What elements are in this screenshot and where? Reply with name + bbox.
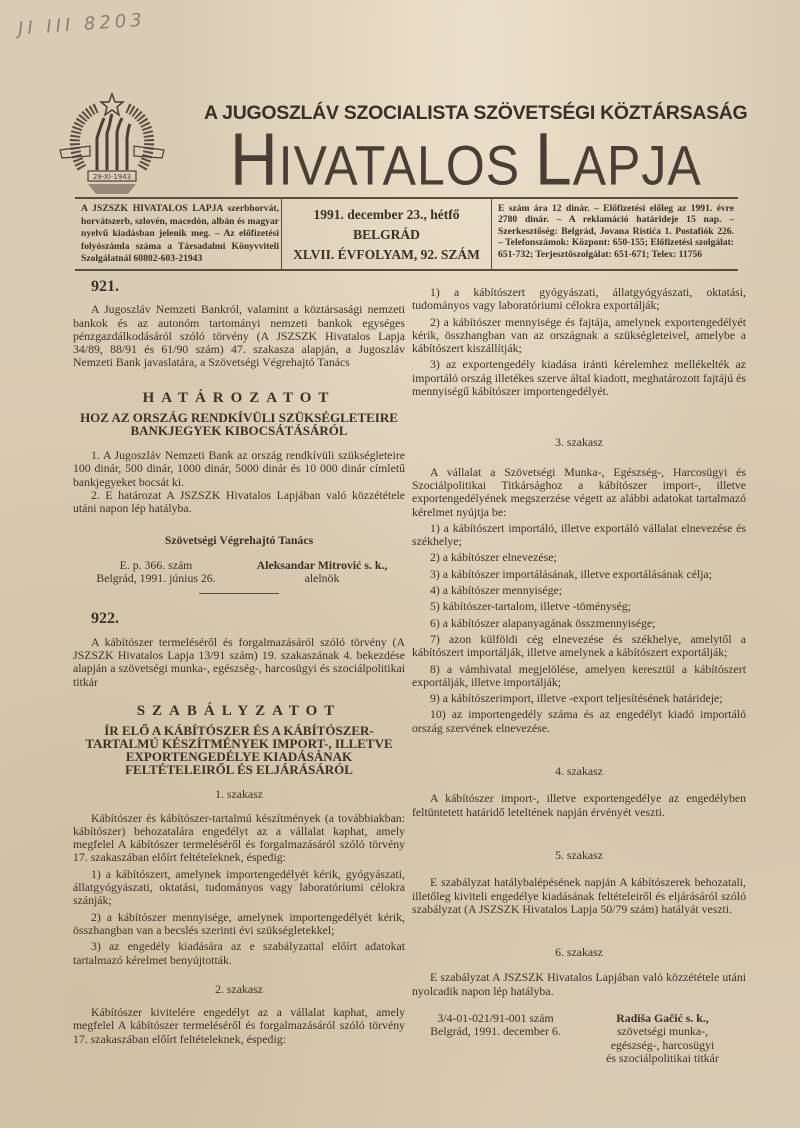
- section-3-item: 1) a kábítószert importáló, illetve exportáló vállalat elnevezése és székhelye;: [412, 520, 746, 549]
- section-3-item: 6) a kábítószer alapanyagának összmennyisége;: [430, 615, 656, 630]
- act-921-point-2: 2. E határozat A JSZSZK Hivatalos Lapjában való közzététele utáni napon lép hatályba.: [73, 487, 405, 516]
- section-6-text: E szabályzat A JSZSZK Hivatalos Lapjában való közzététele utáni nyolcadik napon lép hatályba.: [412, 970, 746, 998]
- issue-date: 1991. december 23., hétfő: [313, 207, 460, 222]
- masthead: [52, 88, 748, 200]
- left-column: [73, 280, 405, 1046]
- act-922-type: SZABÁLYZATOT: [136, 702, 342, 719]
- section-3-item: 8) a vámhivatal megjelölése, amelyen keresztül a kábítószert exportálják, illetve importálják;: [412, 661, 746, 689]
- issue-city: BELGRÁD: [353, 227, 420, 242]
- right-column: [412, 280, 746, 1065]
- section-6-title: 6. szakasz: [555, 945, 603, 960]
- act-921-signer-body: Szövetségi Végrehajtó Tanács: [164, 532, 314, 547]
- divider: [199, 593, 279, 594]
- section-5-title: 5. szakasz: [555, 847, 603, 862]
- section-4-text: A kábítószer import-, illetve exportengedélye az engedélyben feltüntetett határidő leteltének napján érvényét veszti.: [412, 791, 746, 819]
- section-3-title: 3. szakasz: [555, 435, 603, 450]
- section-3-item: 4) a kábítószer mennyisége;: [430, 583, 563, 598]
- section-2-title: 2. szakasz: [215, 981, 263, 996]
- section-1-item: 3) az engedély kiadására az e szabályzattal előírt adatokat tartalmazó kérelmet benyújtották.: [73, 939, 405, 967]
- act-922-signer-title-1: szövetségi munka-,: [616, 1024, 709, 1039]
- section-1-item: 1) a kábítószert, amelynek importengedélyét kérik, gyógyászati, állatgyógyászati, oktatási, tudományos vagy laboratóriumi célokra szánják;: [73, 866, 405, 908]
- act-922-heading: ÍR ELŐ A KÁBÍTÓSZER ÉS A KÁBÍTÓSZER-TARTALMÚ KÉSZÍTMÉNYEK IMPORT-, ILLETVE EXPORTENGEDÉLYE KIADÁSÁNAK FELTÉTELEIRŐL ÉS ELJÁRÁSÁRÓL: [85, 723, 393, 778]
- act-921-signature-block: [73, 559, 405, 586]
- act-921-heading: HOZ AZ ORSZÁG RENDKÍVÜLI SZÜKSÉGLETEIRE BANKJEGYEK KIBOCSÁTÁSÁRÓL: [80, 410, 398, 439]
- section-1-title: 1. szakasz: [215, 787, 263, 802]
- act-921-point-1: 1. A Jugoszláv Nemzeti Bank az ország rendkívüli szükségleteire 100 dinár, 500 dinár, 1000 dinár, 5000 dinár és 10 000 dinár címletű bankjegyeket bocsát ki.: [73, 448, 405, 489]
- act-921-type: HATÁROZATOT: [142, 389, 336, 406]
- issue-details: [282, 199, 492, 269]
- act-922-signer-title-2: egészség-, harcosügyi: [610, 1037, 715, 1052]
- act-921-preamble: A Jugoszláv Nemzeti Bankról, valamint a köztársasági nemzeti bankok és az autonóm tartományi nemzeti bankok egységes pénzgazdálkodásáról szóló törvény (A JSZSZK Hivatalos Lapja 34/89, 88/91 és 61/90 szám) 47. szakasza alapján, a Jugoszláv Nemzeti Bank javaslatára, a Szövetségi Végrehajtó Tanács: [73, 302, 405, 370]
- act-922-ref-date: Belgrád, 1991. december 6.: [430, 1024, 561, 1039]
- section-1-text: Kábítószer és kábítószer-tartalmú készítmények (a továbbiakban: kábítószer) behozatalára engedélyt az a vállalat kaphat, amely megfelel A kábítószer termeléséről és forgalmazásáról szóló törvény 17. szakaszában előírt feltételeknek, éspedig:: [73, 810, 405, 865]
- section-2-text: Kábítószer kivitelére engedélyt az a vállalat kaphat, amely megfelel A kábítószer termeléséről és forgalmazásáról szóló törvény 17. szakaszában előírt feltételeknek, éspedig:: [73, 1005, 405, 1046]
- publication-info: A JSZSZK HIVATALOS LAPJA szerbhorvát, horvátszerb, szlovén, macedón, albán és magyar nyelvű kiadásban jelenik meg. – Az előfizetési folyószámla száma a Társadalmi Könyvviteli Szolgálatnál 60802-603-21943: [75, 199, 282, 269]
- act-921-signer-title: alelnök: [304, 571, 340, 586]
- section-3-item: 10) az importengedély száma és az engedélyt kiadó importáló ország szervének elnevezése.: [412, 707, 746, 735]
- act-number-921: 921.: [91, 278, 119, 295]
- section-2-item: 3) az exportengedély kiadása iránti kérelemhez mellékelték az importáló ország illetékes szerve által kiadott, meghatározott fajtájú és mennyiségű kábítószer importengedélyét.: [412, 357, 746, 399]
- act-922-preamble: A kábítószer termeléséről és forgalmazásáról szóló törvény (A JSZSZK Hivatalos Lapja 13/91 szám) 19. szakaszának 4. bekezdése alapján a szövetségi munka-, egészség-, harcosügyi és szociálpolitikai titkár: [73, 634, 405, 689]
- section-3-item: 5) kábítószer-tartalom, illetve -töménység;: [430, 599, 631, 614]
- section-2-item: 2) a kábítószer mennyisége és fajtája, amelynek exportengedélyét kérik, összhangban van az országnak a szükségleteivel, amelybe a kábítószert kiszállítják;: [412, 314, 746, 356]
- act-922-ref-no: 3/4-01-021/91-001 szám: [437, 1010, 554, 1025]
- act-921-ref-no: E. p. 366. szám: [119, 557, 193, 572]
- section-2-item: 1) a kábítószert gyógyászati, állatgyógyászati, oktatási, tudományos vagy laboratóriumi célokra exportálják;: [412, 285, 746, 313]
- yugoslav-coat-of-arms-icon: [52, 88, 172, 200]
- republic-name: A JUGOSZLÁV SZOCIALISTA SZÖVETSÉGI KÖZTÁRSASÁG: [204, 102, 748, 124]
- section-5-text: E szabályzat hatálybalépésének napján A kábítószerek behozatali, illetőleg kiviteli engedélye kiadásának feltételeiről és eljárásáról szóló szabályzat (A JSZSZK Hivatalos Lapja 50/79 szám) hatályát veszti.: [412, 875, 746, 916]
- svg-text:29-XI-1943: 29-XI-1943: [92, 173, 132, 181]
- act-922-signature-block: [412, 1012, 746, 1065]
- archive-handwritten-mark: JI III 8203: [17, 9, 147, 40]
- act-921-signer-name: Aleksandar Mitrović s. k.,: [256, 557, 388, 572]
- section-4-title: 4. szakasz: [555, 764, 603, 779]
- issue-volume: XLVII. ÉVFOLYAM, 92. SZÁM: [293, 247, 480, 262]
- price-contact-info: E szám ára 12 dinár. – Előfizetési előleg az 1991. évre 2780 dinár. – A reklamáció határideje 15 nap. – Szerkesztőség: Belgrád, Jovana Ristića 1. Postafiók 226. – Telefonszámok: Központ: 650-155; Előfizetési szolgálat: 651-732; Terjesztőszolgálat: 651-671; Telex: 11756: [498, 203, 734, 260]
- act-922-signer-name: Radiša Gačić s. k.,: [616, 1010, 709, 1025]
- section-3-item: 7) azon külföldi cég elnevezése és székhelye, amelytől a kábítószert importálják, illetve amelynek a kábítószert exportálják;: [412, 631, 746, 660]
- act-921-ref-date: Belgrád, 1991. június 26.: [96, 571, 216, 586]
- section-3-item: 3) a kábítószer importálásának, illetve exportálásának célja;: [430, 566, 713, 581]
- act-number-922: 922.: [91, 610, 119, 628]
- section-1-item: 2) a kábítószer mennyisége, amelynek importengedélyét kérik, összhangban van a becslés szerinti évi szükségletekkel;: [73, 909, 405, 937]
- paper-title: HIVATALOS LAPJA: [230, 117, 702, 200]
- section-3-item: 2) a kábítószer elnevezése;: [430, 550, 557, 565]
- issue-info-box: [75, 197, 738, 271]
- section-3-item: 9) a kábítószerimport, illetve -export teljesítésének határideje;: [430, 691, 723, 706]
- section-3-text: A vállalat a Szövetségi Munka-, Egészség-, Harcosügyi és Szociálpolitikai Titkársághoz a kábítószer import-, illetve exportengedélyének megszerzése végett az alábbi adatokat tartalmazó kérelmet nyújtja be:: [412, 464, 746, 519]
- act-922-signer-title-3: és szociálpolitikai titkár: [606, 1050, 719, 1065]
